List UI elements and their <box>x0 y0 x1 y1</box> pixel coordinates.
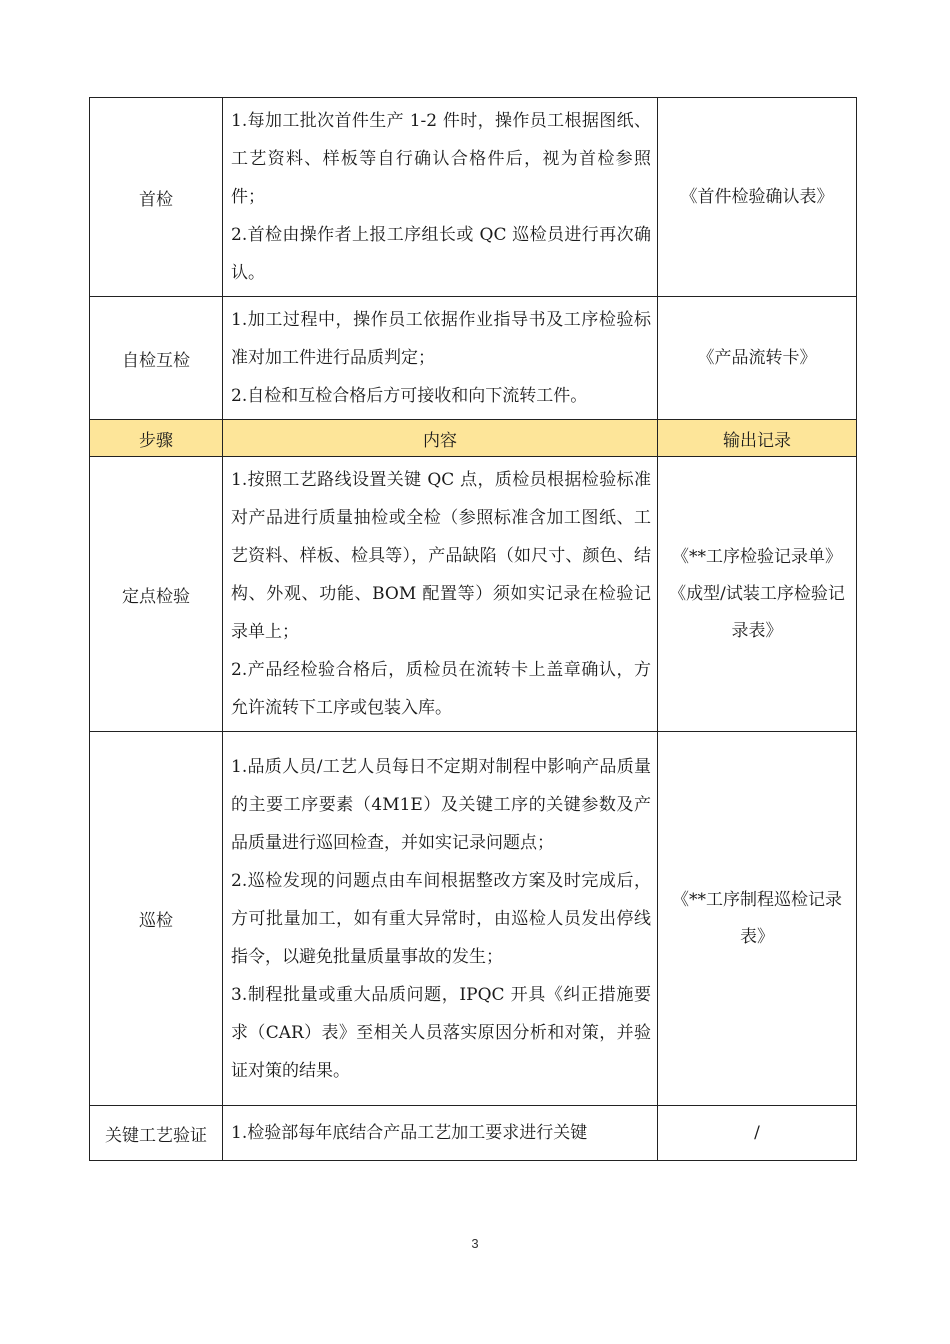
content-item: 1.按照工艺路线设置关键 QC 点，质检员根据检验标准对产品进行质量抽检或全检（参照标准含加工图纸、工艺资料、样板、检具等），产品缺陷（如尺寸、颜色、结构、外观、功能、BOM 配置等）须如实记录在检验记录单上； <box>231 470 651 642</box>
table-row-first-inspection <box>90 98 857 297</box>
content-item: 1.品质人员/工艺人员每日不定期对制程中影响产品质量的主要工序要素（4M1E）及关键工序的关键参数及产品质量进行巡回检查，并如实记录问题点； <box>231 756 651 853</box>
header-record: 输出记录 <box>658 420 857 457</box>
record-cell: 《**工序检验记录单》《成型/试装工序检验记录表》 <box>658 457 857 732</box>
step-cell: 巡检 <box>90 732 223 1106</box>
content-item: 2.产品经检验合格后，质检员在流转卡上盖章确认，方允许流转下工序或包装入库。 <box>231 660 651 718</box>
content-cell <box>223 732 658 1106</box>
table-row-patrol-inspection <box>90 732 857 1106</box>
record-cell: 《**工序制程巡检记录表》 <box>658 732 857 1106</box>
content-cell <box>223 297 658 420</box>
table-row-key-process-verification <box>90 1106 857 1161</box>
table-row-fixed-point-inspection <box>90 457 857 732</box>
content-item: 2.巡检发现的问题点由车间根据整改方案及时完成后，方可批量加工，如有重大异常时，由巡检人员发出停线指令，以避免批量质量事故的发生； <box>231 870 651 967</box>
content-item: 2.首检由操作者上报工序组长或 QC 巡检员进行再次确认。 <box>231 225 651 283</box>
content-item: 1.加工过程中，操作员工依据作业指导书及工序检验标准对加工件进行品质判定； <box>231 310 651 368</box>
content-cell <box>223 98 658 297</box>
step-cell: 关键工艺验证 <box>90 1106 223 1161</box>
step-cell: 定点检验 <box>90 457 223 732</box>
record-cell: 《首件检验确认表》 <box>658 98 857 297</box>
header-step: 步骤 <box>90 420 223 457</box>
inspection-process-table <box>89 97 857 1161</box>
table-header-row <box>90 420 857 457</box>
content-cell <box>223 1106 658 1161</box>
step-cell: 首检 <box>90 98 223 297</box>
record-cell: 《产品流转卡》 <box>658 297 857 420</box>
content-item: 1.每加工批次首件生产 1-2 件时，操作员工根据图纸、工艺资料、样板等自行确认合格件后，视为首检参照件； <box>231 111 651 207</box>
table-row-self-inspection <box>90 297 857 420</box>
content-item: 3.制程批量或重大品质问题，IPQC 开具《纠正措施要求（CAR）表》至相关人员落实原因分析和对策，并验证对策的结果。 <box>231 984 651 1081</box>
content-cell <box>223 457 658 732</box>
record-cell: / <box>658 1106 857 1161</box>
step-cell: 自检互检 <box>90 297 223 420</box>
content-item: 1.检验部每年底结合产品工艺加工要求进行关键 <box>231 1123 588 1143</box>
header-content: 内容 <box>223 420 658 457</box>
page-number: 3 <box>471 1236 479 1251</box>
content-item: 2.自检和互检合格后方可接收和向下流转工件。 <box>231 386 588 406</box>
